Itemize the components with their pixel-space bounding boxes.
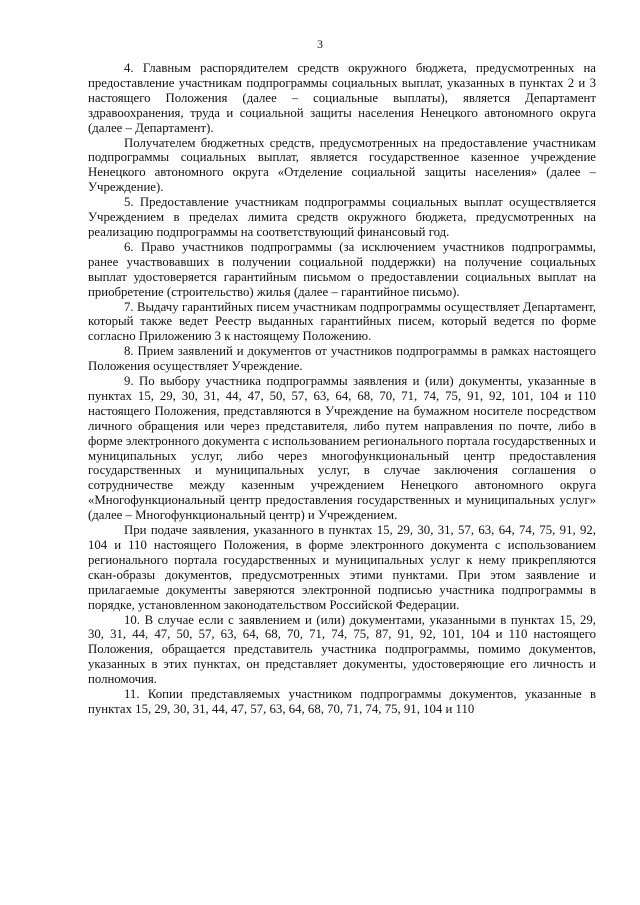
paragraph-electronic-submission: При подаче заявления, указанного в пунктах 15, 29, 30, 31, 57, 63, 64, 74, 75, 91, 92, 104 и 110 настоящего Положения, в форме электронного документа с использованием регионального портала государственных и муниципальных услуг к нему прикрепляются скан-образы документов, предусмотренных этими пунктами. При этом заявление и прилагаемые документы заверяются электронной подписью участника подпрограммы в порядке, установленном законодательством Российской Федерации. (88, 523, 596, 612)
page-number: 3 (317, 37, 323, 51)
paragraph-recipient: Получателем бюджетных средств, предусмотренных на предоставление участникам подпрограммы социальных выплат, является государственное казенное учреждение Ненецкого автономного округа «Отделение социальной защиты населения» (далее – Учреждение). (88, 135, 596, 195)
paragraph-7: 7. Выдачу гарантийных писем участникам подпрограммы осуществляет Департамент, который также ведет Реестр выданных гарантийных писем, который ведется по форме согласно Приложению 3 к настоящему Положению. (88, 299, 596, 344)
paragraph-8: 8. Прием заявлений и документов от участников подпрограммы в рамках настоящего Положения осуществляет Учреждение. (88, 344, 596, 374)
paragraph-11: 11. Копии представляемых участником подпрограммы документов, указанные в пунктах 15, 29, 30, 31, 44, 47, 57, 63, 64, 68, 70, 71, 74, 75, 91, 104 и 110 (88, 687, 596, 716)
paragraph-5: 5. Предоставление участникам подпрограммы социальных выплат осуществляется Учреждением в пределах лимита средств окружного бюджета, предусмотренных на реализацию подпрограммы на соответствующий финансовый год. (88, 195, 596, 239)
paragraph-10: 10. В случае если с заявлением и (или) документами, указанными в пунктах 15, 29, 30, 31, 44, 47, 50, 57, 63, 64, 68, 70, 71, 74, 75, 87, 91, 92, 101, 104 и 110 настоящего Положения, обращается представитель участника подпрограммы, помимо документов, указанных в этих пунктах, он представляет документы, удостоверяющие его личность и полномочия. (88, 612, 596, 687)
paragraph-6: 6. Право участников подпрограммы (за исключением участников подпрограммы, ранее участвовавших в получении социальной поддержки) на получение социальных выплат удостоверяется гарантийным письмом о предоставлении социальных выплат на приобретение (строительство) жилья (далее – гарантийное письмо). (88, 239, 596, 299)
paragraph-9: 9. По выбору участника подпрограммы заявления и (или) документы, указанные в пунктах 15, 29, 30, 31, 44, 47, 50, 57, 63, 64, 68, 70, 71, 74, 75, 91, 92, 101, 104 и 110 настоящего Положения, представляются в Учреждение на бумажном носителе посредством личного обращения или через представителя, либо путем направления по почте, либо в форме электронного документа с использованием регионального портала государственных и муниципальных услуг, либо через многофункциональный центр предоставления государственных и муниципальных услуг, в случае заключения соглашения о сотрудничестве между казенным учреждением Ненецкого автономного округа «Многофункциональный центр предоставления государственных и муниципальных услуг» (далее – Многофункциональный центр) и Учреждением. (88, 374, 596, 523)
paragraph-4: 4. Главным распорядителем средств окружного бюджета, предусмотренных на предоставление участникам подпрограммы социальных выплат, указанных в пунктах 2 и 3 настоящего Положения (далее – социальные выплаты), является Департамент здравоохранения, труда и социальной защиты населения Ненецкого автономного округа (далее – Департамент). (88, 61, 596, 135)
document-body (88, 61, 596, 717)
